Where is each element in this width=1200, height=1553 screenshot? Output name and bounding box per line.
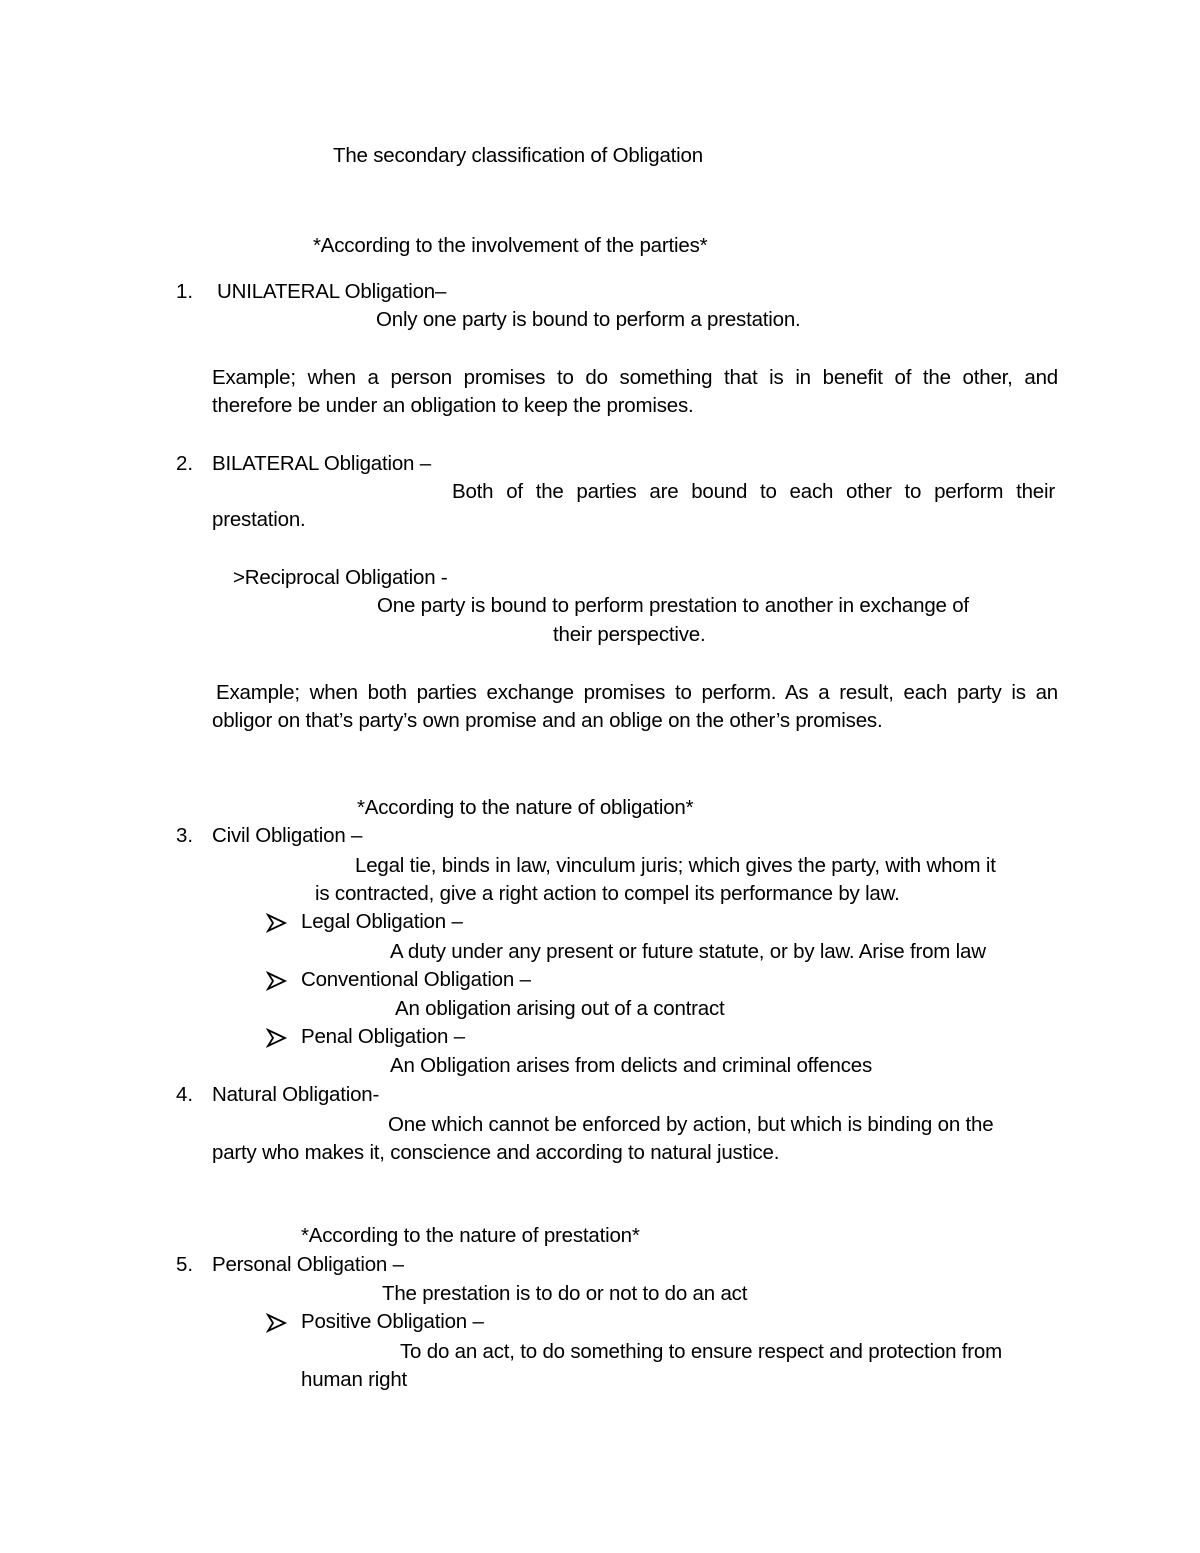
item-definition: Both of the parties are bound to each other to perform their [452, 480, 1055, 503]
section-heading-parties: *According to the involvement of the parties* [313, 234, 708, 257]
item-definition: party who makes it, conscience and according to natural justice. [212, 1141, 780, 1164]
list-number: 1. [176, 280, 194, 303]
list-number: 3. [176, 824, 194, 847]
item-definition: The prestation is to do or not to do an act [382, 1282, 748, 1305]
list-number: 4. [176, 1083, 194, 1106]
bullet-label-legal: Legal Obligation – [301, 910, 463, 933]
arrowhead-bullet-icon [266, 912, 288, 934]
arrowhead-bullet-icon [266, 1027, 288, 1049]
list-number: 2. [176, 452, 194, 475]
item-label-unilateral: UNILATERAL Obligation– [217, 280, 447, 303]
item-label-bilateral: BILATERAL Obligation – [212, 452, 431, 475]
bullet-label-penal: Penal Obligation – [301, 1025, 465, 1048]
bullet-label-positive: Positive Obligation – [301, 1310, 484, 1333]
item-definition: is contracted, give a right action to compel its performance by law. [315, 882, 900, 905]
example-line: Example; when both parties exchange promises to perform. As a result, each party is an [216, 681, 1058, 704]
example-line: therefore be under an obligation to keep the promises. [212, 394, 694, 417]
sub-item-definition: their perspective. [553, 623, 706, 646]
bullet-definition: An Obligation arises from delicts and criminal offences [390, 1054, 872, 1077]
bullet-definition: human right [301, 1368, 408, 1391]
example-line: obligor on that’s party’s own promise and an oblige on the other’s promises. [212, 709, 883, 732]
arrowhead-bullet-icon [266, 970, 288, 992]
item-definition: One which cannot be enforced by action, but which is binding on the [388, 1113, 994, 1136]
item-label-personal: Personal Obligation – [212, 1253, 404, 1276]
section-heading-nature-obligation: *According to the nature of obligation* [357, 796, 694, 819]
list-number: 5. [176, 1253, 194, 1276]
bullet-definition: A duty under any present or future statute, or by law. Arise from law [390, 940, 986, 963]
item-label-civil: Civil Obligation – [212, 824, 363, 847]
sub-item-label-reciprocal: >Reciprocal Obligation - [233, 566, 448, 589]
sub-item-definition: One party is bound to perform prestation to another in exchange of [377, 594, 969, 617]
bullet-definition: An obligation arising out of a contract [395, 997, 725, 1020]
bullet-definition: To do an act, to do something to ensure respect and protection from [400, 1340, 1002, 1363]
document-title: The secondary classification of Obligation [333, 144, 703, 167]
item-definition: prestation. [212, 508, 306, 531]
section-heading-nature-prestation: *According to the nature of prestation* [301, 1224, 640, 1247]
bullet-label-conventional: Conventional Obligation – [301, 968, 531, 991]
arrowhead-bullet-icon [266, 1312, 288, 1334]
item-label-natural: Natural Obligation- [212, 1083, 380, 1106]
item-definition: Only one party is bound to perform a prestation. [376, 308, 801, 331]
item-definition: Legal tie, binds in law, vinculum juris; which gives the party, with whom it [355, 854, 996, 877]
example-line: Example; when a person promises to do something that is in benefit of the other, and [212, 366, 1058, 389]
